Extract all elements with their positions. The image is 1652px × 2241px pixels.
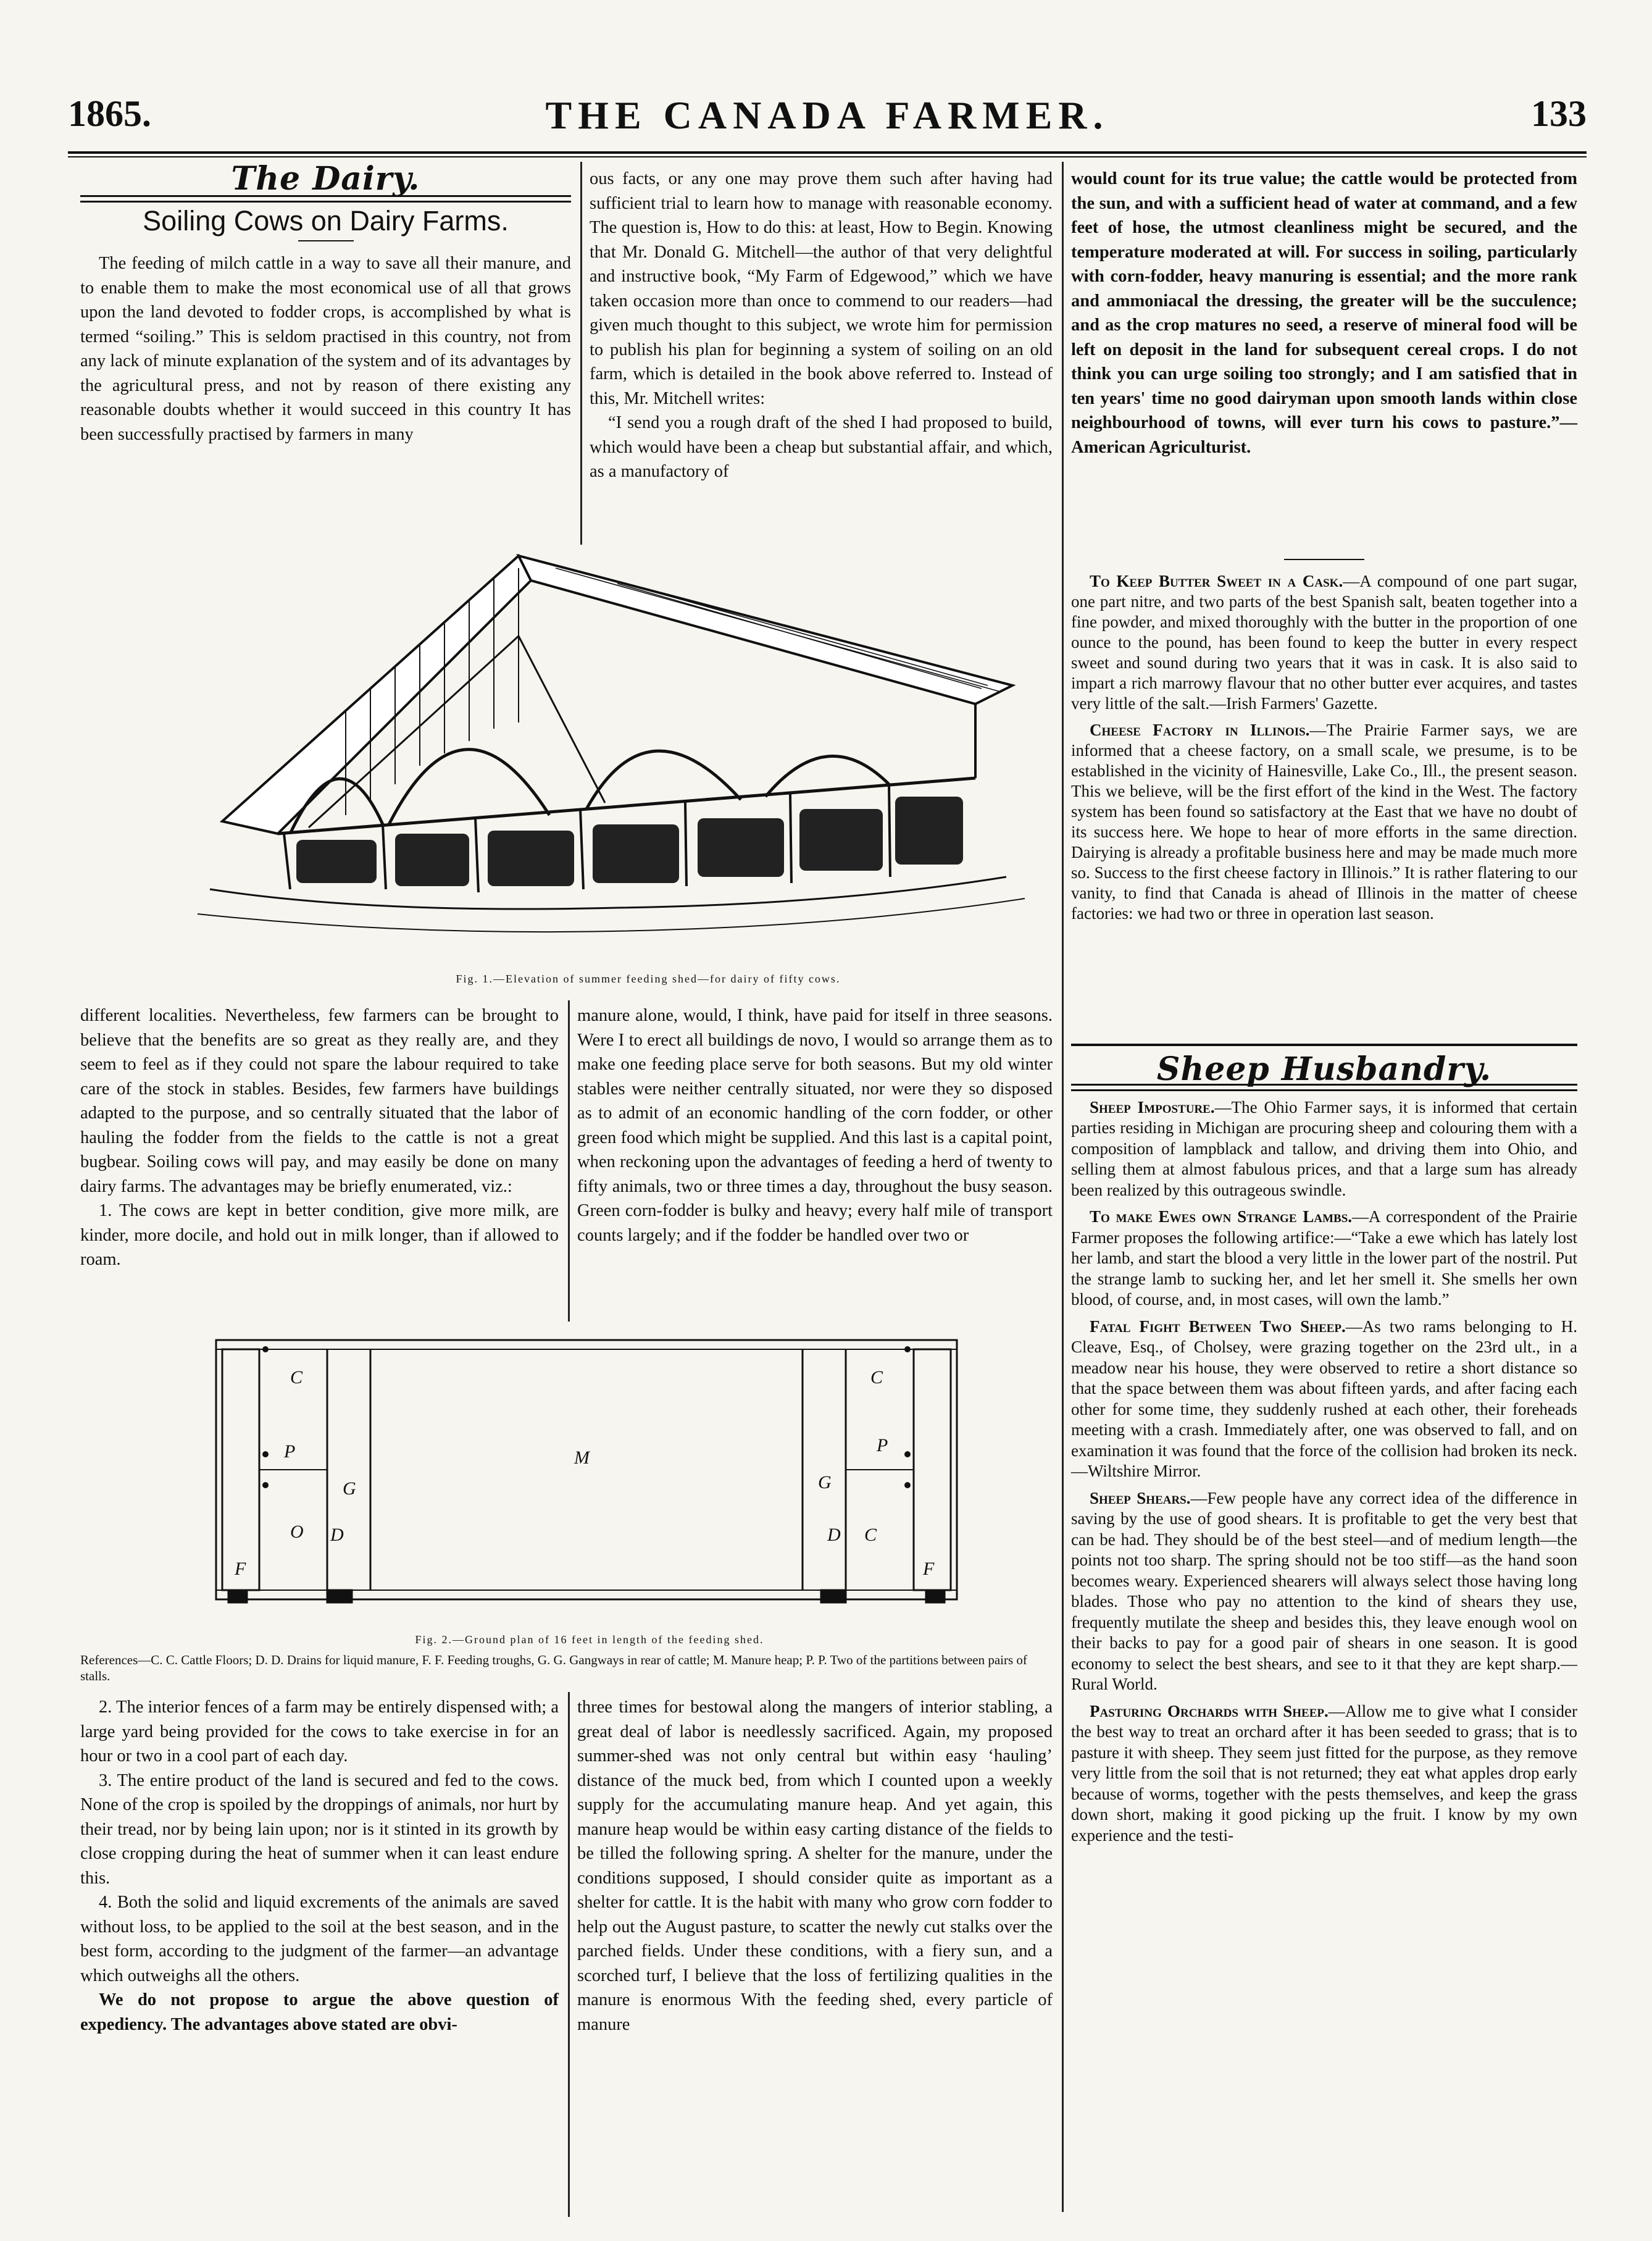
column-rule-2 [1062,162,1064,2212]
item-heading: Sheep Imposture. [1090,1097,1215,1116]
dairy-column-2-bottom [577,1695,1053,2037]
item-heading: To make Ewes own Strange Lambs. [1090,1207,1353,1226]
column-rule-1 [580,162,582,545]
item-text: —A correspondent of the Prairie Farmer proposes the following artifice:—“Take a ewe which has lately lost her lamb, and start the blood a very little in the lower part of the nostril. Put the strange lamb to sucking her, and let her smell it. She smells her own blood, of course, and, in most cases, will own the lamb.” [1071,1207,1577,1309]
page-header [68,93,1587,148]
sheep-item [1071,1317,1577,1482]
plan-label-d-right: D [827,1525,841,1545]
sheep-item [1071,1097,1577,1201]
figure-2-caption: Fig. 2.—Ground plan of 16 feet in length of the feeding shed. [415,1633,764,1646]
note-butter [1071,571,1577,714]
title-rule [298,240,354,241]
note-cheese-factory [1071,720,1577,924]
sheep-item [1071,1488,1577,1695]
figure-2-references: References—C. C. Cattle Floors; D. D. Drains for liquid manure, F. F. Feeding troughs, G. G. Gangways in rear of cattle; M. Manure heap; P. P. Two of the partitions between pairs of stalls. [80,1652,1027,1683]
plan-label-f-right: F [923,1559,935,1579]
plan-label-f-left: F [235,1559,246,1579]
paragraph: 3. The entire product of the land is secured and fed to the cows. None of the crop is spoiled by the droppings of animals, nor hurt by their tread, nor by being lain upon; nor is it stinted in its growth by close cropping during the heat of summer when it can least endure this. [80,1770,559,1888]
section-divider [1071,1044,1577,1046]
plan-label-c-right-bot: C [864,1525,877,1545]
note-text: —The Prairie Farmer says, we are informed that a cheese factory, on a small scale, we presume, is to be established in the vicinity of Hainesville, Lake Co., Ill., the present season. This we believe, will be the first effort of the kind in the West. The factory system has been found so satisfactory at the East that we have no doubt of its success here. We hope to hear of more efforts in the same direction. Dairying is already a profitable business here and may be made much more so. Success to the first cheese factory in Illinois.” It is rather flatering to our vanity, to find that Canada is ahead of Illinois in the matter of cheese factories: we had two or three in operation last season. [1071,721,1577,923]
dairy-column-1-mid [80,1003,559,1272]
plan-label-g-right: G [818,1472,832,1493]
dairy-column-2-mid [577,1003,1053,1247]
item-heading: Sheep Shears. [1090,1488,1191,1507]
paragraph: 4. Both the solid and liquid excrements of the animals are saved without loss, to be applied to the soil at the best season, and in the best form, according to the judgment of the farmer—an advantage which outweighs all the others. [80,1893,559,1985]
masthead-title: THE CANADA FARMER. [545,93,1109,137]
paragraph: “I send you a rough draft of the shed I had proposed to build, which would have been a cheap but substantial affair, and which, as a manufactory of [590,413,1053,481]
note-text: —A compound of one part sugar, one part nitre, and two parts of the best Spanish salt, beaten together into a fine powder, and mixed thoroughly with the butter in the proportion of one ounce to the pound, has been found to keep the butter in every respect sweet and sound during two years that it was in cask. It is also said to impart a rich marrowy flavour that no other butter ever acquires, and tastes very little of the salt.—Irish Farmers' Gazette. [1071,572,1577,713]
paragraph: ous facts, or any one may prove them such after having had sufficient trial to learn how to manage with reasonable economy. The question is, How to do this: at least, How to Begin. Knowing that Mr. Donald G. Mitchell—the author of that very delightful and instructive book, “My Farm of Edgewood,” which we have taken occasion more than once to commend to our readers—had given much thought to this subject, we wrote him for permission to publish his plan for beginning a system of soiling on an old farm, which is detailed in the book above referred to. Instead of this, Mr. Mitchell writes: [590,169,1053,408]
item-text: —Allow me to give what I consider the best way to treat an orchard after it has been seeded to grass; that is to pasture it with sheep. They seem just fitted for the purpose, as they remove very little from the soil that is not returned; they eat what apples drop early because of worms, together with the pests themselves, and keep the grass down short, making it good picking up the fruit. I know by my own experience and the testi- [1071,1701,1577,1845]
plan-label-o-left: O [290,1522,304,1542]
plan-label-m: M [574,1447,590,1468]
column-rule-4 [568,1692,570,2217]
item-heading: Pasturing Orchards with Sheep. [1090,1701,1329,1720]
item-text: —As two rams belonging to H. Cleave, Esq., of Cholsey, were grazing together on the 23rd ult., in a meadow near his house, they were observed to retire a short distance so that the space between them was about fifteen yards, and after facing each other for some time, they suddenly rushed at each other, their foreheads meeting with a crash. Immediately after, one was observed to fall, and on examination it was found that the force of the collision had broken its neck.—Wiltshire Mirror. [1071,1317,1578,1480]
item-heading: Fatal Fight Between Two Sheep. [1090,1317,1346,1336]
note-heading: Cheese Factory in Illinois. [1090,721,1310,739]
sheep-husbandry-column [1071,1050,1578,1846]
page-number: 133 [1531,93,1587,134]
header-rule [68,151,1587,154]
item-text: —The Ohio Farmer says, it is informed that certain parties residing in Michigan are procuring sheep and colouring them with a composition of lampblack and tallow, and driving them into Ohio, and selling them at almost fabulous prices, and that a large sum has already been realized by this outrageous swindle. [1071,1097,1577,1199]
section-title-dairy: The Dairy. [231,160,420,198]
issue-year: 1865. [68,93,151,134]
ornament-divider [1284,559,1364,560]
paragraph: would count for its true value; the cattle would be protected from the sun, and with a sufficient head of water at command, and a few feet of hose, the utmost cleanliness might be secured, and the temperature moderated at will. For success in soiling, particularly with corn-fodder, heavy manuring is essential; and the more rank and ammoniacal the dressing, the greater will be the succulence; and as the crop matures no seed, a reserve of mineral food will be left on deposit in the land for subsequent cereal crops. I do not think you can urge soiling too strongly; and I am satisfied that in ten years' time no good dairyman upon smooth lands within close neighbourhood of towns, will ever turn his cows to pasture.”—American Agriculturist. [1071,169,1577,457]
header-rule-thin [68,156,1587,157]
dairy-column-1-bottom [80,1695,559,2037]
plan-label-p-left: P [284,1441,296,1462]
paragraph: 2. The interior fences of a farm may be entirely dispensed with; a large yard being provided for the cows to take exercise in for an hour or two in a cool part of each day. [80,1698,559,1766]
paragraph: The feeding of milch cattle in a way to save all their manure, and to enable them to make the most economical use of all that grows upon the land devoted to fodder crops, is accomplished by what is termed “soiling.” This is seldom practised in this country, not from any lack of minute explanation of the system and of its advantages by the agricultural press, and not by reason of there existing any reasonable doubts whether it would succeed in this country It has been successfully practised by farmers in many [80,254,571,444]
dairy-column-3-top [1071,167,1577,459]
plan-label-d-left: D [330,1525,344,1545]
section-title-sheep: Sheep Husbandry. [1156,1050,1492,1088]
dairy-notes [1071,571,1577,924]
sheep-item [1071,1207,1577,1310]
figure-1-caption: Fig. 1.—Elevation of summer feeding shed—for dairy of fifty cows. [456,973,841,985]
plan-label-c-right-top: C [870,1367,883,1388]
paragraph: We do not propose to argue the above question of expediency. The advantages above stated are obvi- [80,1990,559,2034]
plan-label-g-left: G [343,1478,356,1499]
item-text: —Few people have any correct idea of the difference in saving by the use of good shears. It is profitable to get the very best that can be had. They should be of the best steel—and of medium length—the points not too sharp. The spring should not be too stiff—as the hand soon becomes weary. Experienced shearers will always select those having long blades. Those who pay no attention to the kind of shears they use, frequently mutilate the sheep and besides this, they leave enough wool on their backs to pay for a good pair of shears in one season. It is good economy to select the best shears, and see to it that they are kept sharp.—Rural World. [1071,1488,1577,1693]
dairy-column-2-top [590,167,1053,484]
paragraph: three times for bestowal along the mangers of interior stabling, a great deal of labor is needlessly sacrificed. Again, my proposed summer-shed was not only central but within easy ‘hauling’ distance of the muck bed, from which I counted upon a weekly supply for the accumulating manure heap. And yet again, this manure heap would be within easy carting distance of the fields to be tilled the following spring. A shelter for the manure, under the conditions supposed, I should consider quite as important as a shelter for cattle. It is the habit with many who grow corn fodder to help out the August pasture, to scatter the newly cut stalks over the parched fields. Under these conditions, with a fiery sun, and a scorched turf, I believe that the loss of fertilizing qualities in the manure is enormous With the feeding shed, every particle of manure [577,1698,1053,2034]
column-rule-3 [568,1000,570,1322]
plan-label-p-right: P [877,1435,888,1456]
paragraph: different localities. Nevertheless, few farmers can be brought to believe that the benefits are so great as they really are, and they seem to feel as if they could not spare the labour required to take care of the stock in stables. Besides, few farmers have buildings adapted to the purpose, and so centrally situated that the labor of hauling the fodder from the fields to the cattle is not a great bugbear. Soiling cows will pay, and may easily be done on many dairy farms. The advantages may be briefly enumerated, viz.: [80,1006,559,1196]
note-heading: To Keep Butter Sweet in a Cask. [1090,572,1343,590]
ground-plan-diagram [204,1328,975,1624]
paragraph: manure alone, would, I think, have paid for itself in three seasons. Were I to erect all buildings de novo, I would so arrange them as to make one feeding place serve for both seasons. But my old winter stables were neither centrally situated, nor were they so disposed as to admit of an economic handling of the corn fodder, or other green food which might be supplied. And this last is a capital point, when reckoning upon the advantages of feeding a herd of twenty to fifty animals, two or three times a day, throughout the busy season. Green corn-fodder is bulky and heavy; every half mile of transport counts largely; and if the fodder be handled over two or [577,1006,1053,1245]
plan-label-c-left: C [290,1367,303,1388]
article-title: Soiling Cows on Dairy Farms. [143,204,509,237]
feeding-shed-elevation-illustration [185,543,1037,963]
sheep-item [1071,1701,1577,1846]
paragraph: 1. The cows are kept in better condition, give more milk, are kinder, more docile, and hold out in milk longer, than if allowed to roam. [80,1201,559,1269]
dairy-column-1-top [80,160,571,446]
